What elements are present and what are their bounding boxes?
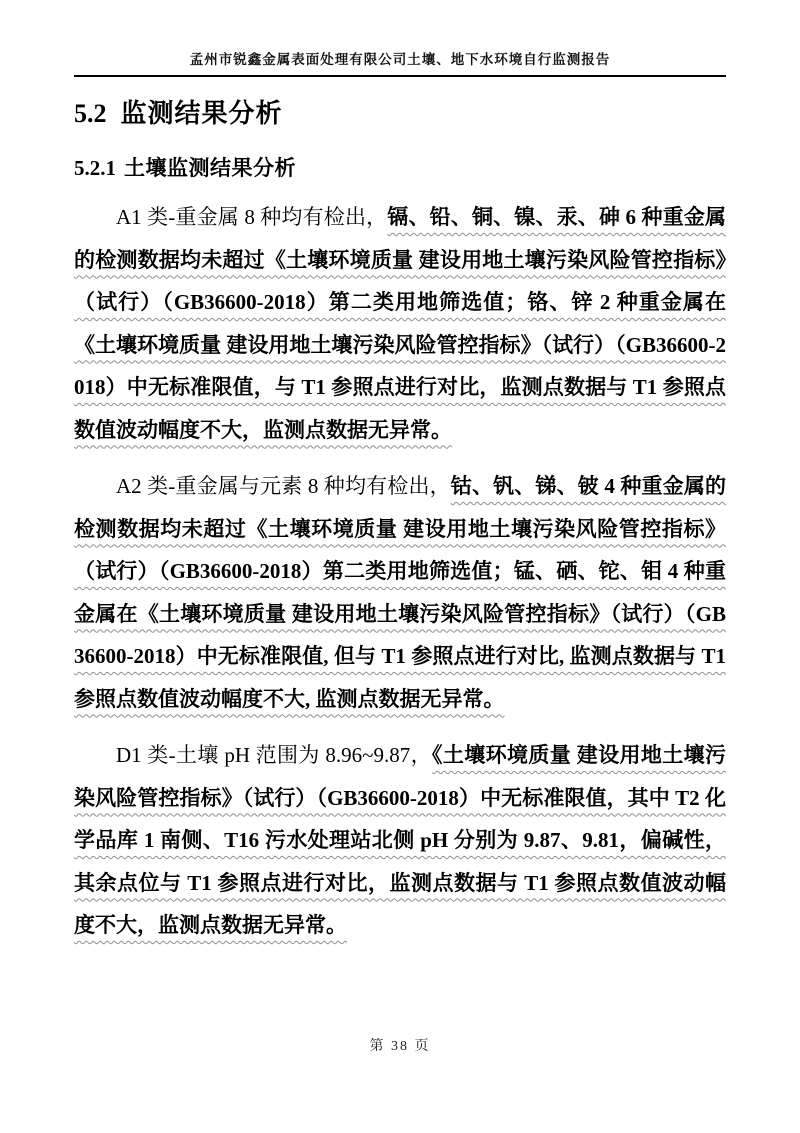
report-header-title: 孟州市锐鑫金属表面处理有限公司土壤、地下水环境自行监测报告 — [189, 52, 611, 67]
page-number-label: 第 38 页 — [369, 1039, 431, 1054]
paragraph-a2 — [74, 465, 726, 720]
header-rule — [74, 75, 726, 77]
section-title: 监测结果分析 — [120, 99, 283, 128]
text-run-emphasized: 《土壤环境质量 建设用地土壤污染风险管控指标》（试行）（GB36600-2018）中无标准限值，其中 T2 化学品库 1 南侧、T16 污水处理站北侧 pH 分别为 9.87、9.81，偏碱性，其余点位与 T1 参照点进行对比，监测点数据与 T1 参照点数值波动幅度不大，监测点数据无异常。 — [74, 743, 726, 937]
text-run: D1 类-土壤 pH 范围为 8.96~9.87， — [116, 743, 433, 767]
text-run: A2 类-重金属与元素 8 种均有检出， — [116, 474, 451, 498]
subsection-title: 土壤监测结果分析 — [124, 156, 296, 180]
text-run-emphasized: 镉、铅、铜、镍、汞、砷 6 种重金属的检测数据均未超过《土壤环境质量 建设用地土壤污染风险管控指标》（试行）（GB36600-2018）第二类用地筛选值；铬、锌 2 种重金属在《土壤环境质量 建设用地土壤污染风险管控指标》（试行）（GB36600-2018）中无标准限值，与 T1 参照点进行对比，监测点数据与 T1 参照点数值波动幅度不大，监测点数据无异常。 — [74, 205, 726, 442]
paragraph-a1 — [74, 196, 726, 451]
text-run-emphasized: 钴、钒、锑、铍 4 种重金属的检测数据均未超过《土壤环境质量 建设用地土壤污染风险管控指标》（试行）（GB36600-2018）第二类用地筛选值；锰、硒、铊、钼 4 种重金属在《土壤环境质量 建设用地土壤污染风险管控指标》（试行）（GB36600-2018）中无标准限值, 但与 T1 参照点进行对比, 监测点数据与 T1 参照点数值波动幅度不大, 监测点数据无异常。 — [74, 474, 726, 711]
paragraph-d1 — [74, 734, 726, 947]
section-number: 5.2 — [74, 99, 107, 128]
text-run: A1 类-重金属 8 种均有检出， — [116, 205, 388, 229]
body-text — [74, 196, 726, 947]
subsection-heading — [74, 152, 726, 182]
section-heading — [74, 93, 726, 130]
subsection-number: 5.2.1 — [74, 156, 116, 180]
